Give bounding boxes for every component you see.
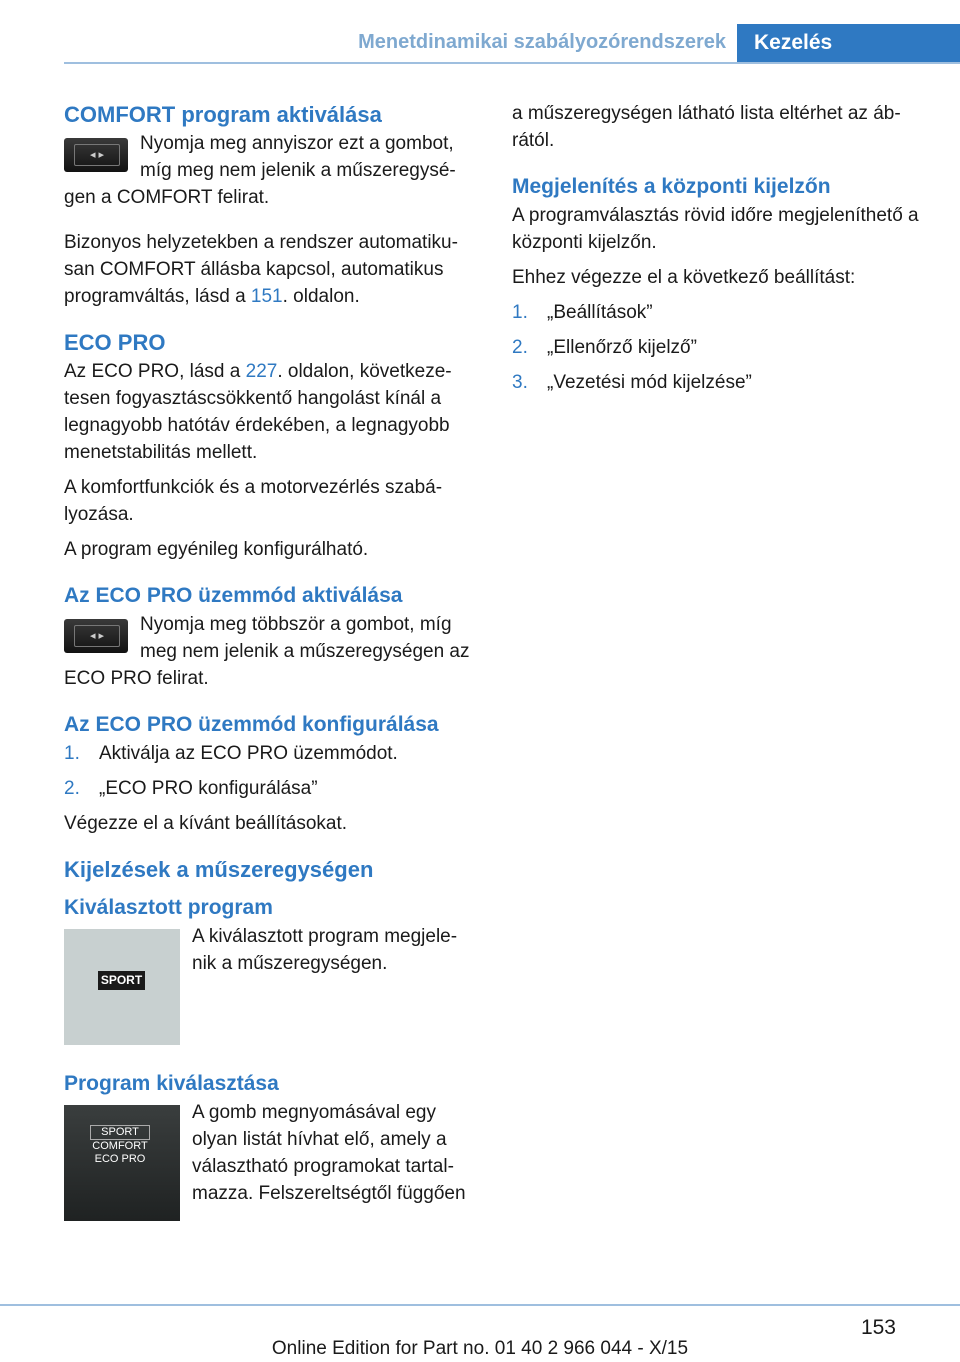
heading-choose-program: Program kiválasztása bbox=[64, 1072, 279, 1095]
heading-central-display: Megjelenítés a központi kijelzőn bbox=[512, 175, 831, 198]
list-item: 3. „Vezetési mód kijelzése” bbox=[512, 372, 752, 393]
eco-act-text: Nyomja meg többször a gombot, míg meg nem jelenik a műszeregységen az ECO PRO felirat. bbox=[64, 614, 470, 689]
eco-text: Az ECO PRO, lásd a 227. oldalon, következe-tesen fogyasztáscsökkentő hangolást kínál a legnagyobb hatótáv érdekében, a legnagyobb menetstabilitás mellett. bbox=[64, 361, 452, 463]
heading-comfort: COMFORT program aktiválása bbox=[64, 102, 382, 127]
edition-text: Online Edition for Part no. 01 40 2 966 044 - X/15 bbox=[271, 1338, 689, 1359]
central-text-2: Ehhez végezze el a következő beállítást: bbox=[512, 267, 856, 288]
comfort-text: Nyomja meg annyiszor ezt a gombot, míg meg nem jelenik a műszeregysé-gen a COMFORT felirat. bbox=[64, 133, 456, 208]
list-item: 2. „ECO PRO konfigurálása” bbox=[64, 778, 318, 799]
heading-displays: Kijelzések a műszeregységen bbox=[64, 857, 374, 882]
menu-item: COMFORT bbox=[92, 1140, 148, 1152]
page-link-151[interactable]: 151 bbox=[250, 286, 283, 307]
continued-text: a műszeregységen látható lista eltérhet az áb-rától. bbox=[512, 103, 901, 151]
page-header bbox=[0, 0, 960, 62]
selected-text: A kiválasztott program megjele-nik a műszeregységen. bbox=[192, 926, 458, 974]
program-menu bbox=[90, 1125, 150, 1166]
eco-text-3: A program egyénileg konfigurálható. bbox=[64, 539, 369, 560]
list-item: 1. Aktiválja az ECO PRO üzemmódot. bbox=[64, 743, 398, 764]
chapter-tab: Kezelés bbox=[737, 24, 960, 62]
settings-steps bbox=[512, 299, 926, 396]
sport-display-image bbox=[64, 929, 180, 1045]
config-after: Végezze el a kívánt beállításokat. bbox=[64, 813, 348, 834]
program-list-image bbox=[64, 1105, 180, 1221]
right-column bbox=[512, 100, 926, 404]
mode-button-icon: ◂ ▸ bbox=[64, 138, 128, 172]
page-number: 153 bbox=[860, 1316, 896, 1339]
central-text-1: A programválasztás rövid időre megjeleníthető a központi kijelzőn. bbox=[512, 205, 919, 253]
section-title: Menetdinamikai szabályozórendszerek bbox=[358, 31, 726, 53]
page-link-227[interactable]: 227 bbox=[245, 361, 278, 382]
eco-text-2: A komfortfunkciók és a motorvezérlés szabá-lyozása. bbox=[64, 477, 443, 525]
list-item: 1. „Beállítások” bbox=[512, 302, 653, 323]
heading-selected-program: Kiválasztott program bbox=[64, 896, 273, 919]
heading-eco-activate: Az ECO PRO üzemmód aktiválása bbox=[64, 584, 403, 607]
config-steps bbox=[64, 740, 478, 802]
heading-eco-config: Az ECO PRO üzemmód konfigurálása bbox=[64, 713, 439, 736]
left-column bbox=[64, 100, 478, 1227]
mode-button-icon: ◂ ▸ bbox=[64, 619, 128, 653]
choose-text: A gomb megnyomásával egy olyan listát hívhat elő, amely a választható programokat tartal-mazza. Felszereltségtől függően bbox=[192, 1102, 466, 1204]
footer-rule bbox=[0, 1304, 960, 1306]
auto-text: Bizonyos helyzetekben a rendszer automatiku-san COMFORT állásba kapcsol, automatikus programváltás, lásd a 151. oldalon. bbox=[64, 232, 458, 307]
heading-eco-pro: ECO PRO bbox=[64, 330, 166, 355]
list-item: 2. „Ellenőrző kijelző” bbox=[512, 337, 697, 358]
sport-badge: SPORT bbox=[98, 971, 145, 990]
header-rule bbox=[64, 62, 960, 64]
menu-item: ECO PRO bbox=[94, 1153, 146, 1165]
menu-item: SPORT bbox=[90, 1125, 150, 1140]
